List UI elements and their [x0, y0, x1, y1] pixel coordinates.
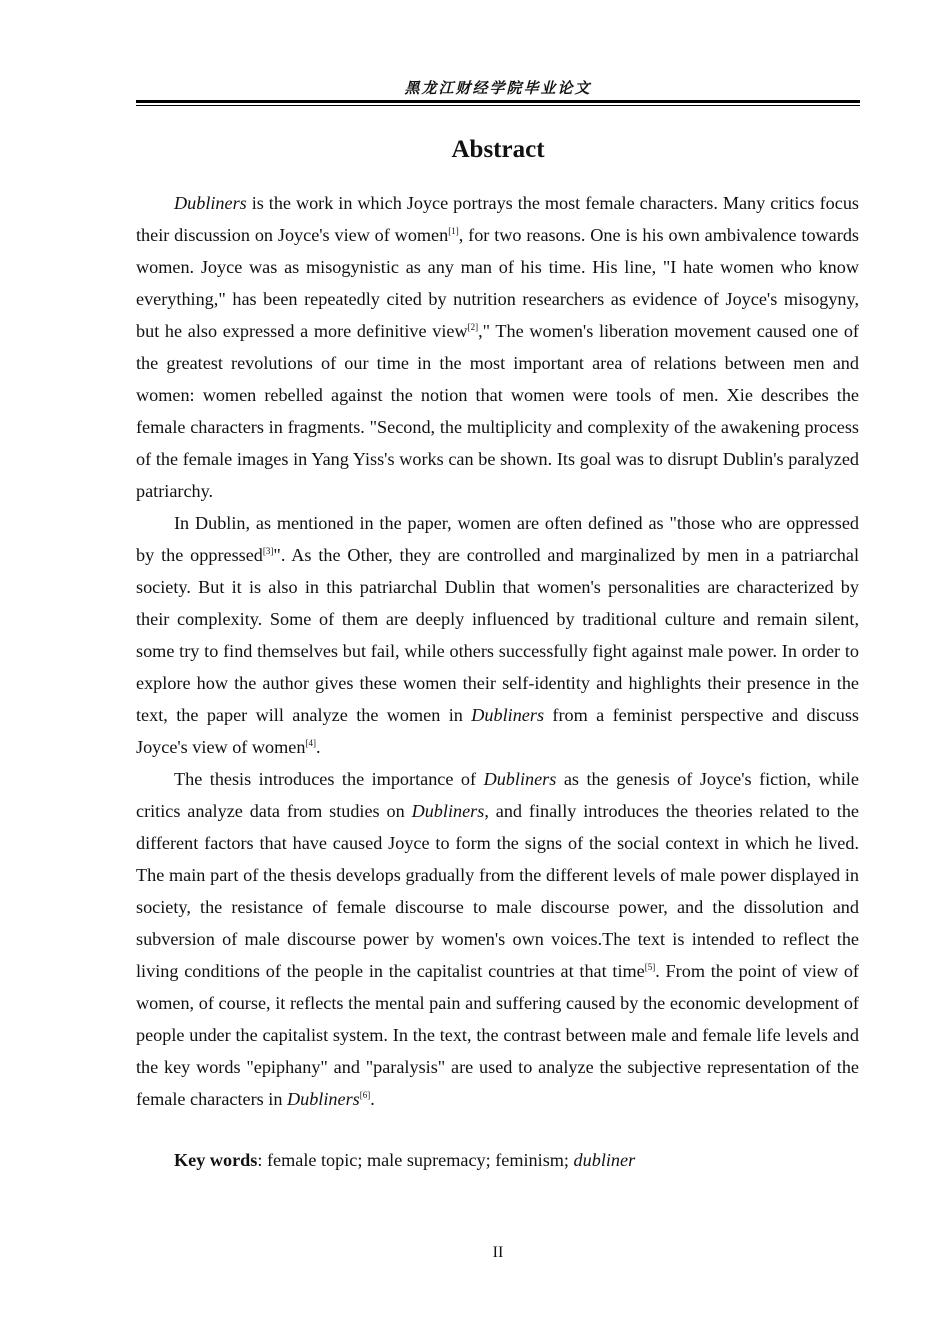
italic-title: Dubliners: [286, 1089, 360, 1109]
text-run: , for two reasons. One is his own ambivalence towards women. Joyce was as misogynistic as any man of his time. His line, "I hate women who know everything," has been repeatedly cited by nutrition researchers as evidence of Joyce's misogyny, but he also expressed a more definitive view: [136, 225, 859, 341]
text-run: In Dublin, as mentioned in the paper, women are often defined as "those who are oppressed by the oppressed: [136, 513, 859, 565]
keywords-label: Key words: [174, 1150, 258, 1170]
paragraph-1: [136, 187, 859, 507]
text-run: ". As the Other, they are controlled and marginalized by men in a patriarchal society. But it is also in this patriarchal Dublin that women's personalities are characterized by their complexity. Some of them are deeply influenced by traditional culture and remain silent, some try to find themselves but fail, while others successfully fight against male power. In order to explore how the author gives these women their self-identity and highlights their presence in the text, the paper will analyze the women in: [136, 545, 860, 725]
citation-6: [6]: [359, 1090, 371, 1100]
italic-title: Dubliners: [483, 769, 557, 789]
text-run: , and finally introduces the theories related to the different factors that have caused Joyce to form the signs of the social context in which he lived. The main part of the thesis develops gradually from the different levels of male power displayed in society, the resistance of female discourse to male discourse power, and the dissolution and subversion of male discourse power by women's own voices.The text is intended to reflect the living conditions of the people in the capitalist countries at that time: [136, 801, 859, 981]
citation-1: [1]: [448, 226, 459, 236]
text-run: The thesis introduces the importance of: [174, 769, 484, 789]
citation-5: [5]: [644, 962, 656, 972]
italic-title: Dubliners: [174, 193, 247, 213]
citation-2: [2]: [467, 322, 479, 332]
keywords-italic: dubliner: [573, 1150, 636, 1170]
keywords-separator: :: [257, 1150, 267, 1170]
text-run: .: [370, 1089, 375, 1109]
text-run: .: [315, 737, 321, 757]
citation-3: [3]: [262, 546, 274, 556]
citation-4: [4]: [305, 738, 316, 748]
italic-title: Dubliners: [471, 705, 545, 725]
keywords-text: female topic; male supremacy; feminism;: [266, 1150, 574, 1170]
text-run: ," The women's liberation movement caused one of the greatest revolutions of our time in the most important area of relations between men and women: women rebelled against the notion that women were tools of men. Xie describes the female characters in fragments. "Second, the multiplicity and complexity of the awakening process of the female images in Yang Yiss's works can be shown. Its goal was to disrupt Dublin's paralyzed patriarchy.: [136, 321, 859, 501]
header-rule-thin: [136, 105, 860, 106]
page-header: 黑龙江财经学院毕业论文: [404, 79, 592, 97]
text-run: . From the point of view of women, of course, it reflects the mental pain and suffering caused by the economic development of people under the capitalist system. In the text, the contrast between male and female life levels and the key words "epiphany" and "paralysis" are used to analyze the subjective representation of the female characters in: [136, 961, 859, 1109]
text-run: from a feminist perspective and discuss Joyce's view of women: [136, 705, 859, 757]
paragraph-3: [136, 763, 859, 1115]
paragraph-2: [136, 507, 859, 763]
keywords-line: [174, 1144, 864, 1176]
abstract-body: [136, 187, 859, 1115]
abstract-title: Abstract: [451, 136, 545, 163]
text-run: as the genesis of Joyce's fiction, while critics analyze data from studies on: [136, 769, 859, 821]
header-rule-thick: [136, 100, 860, 103]
italic-title: Dubliners: [411, 801, 485, 821]
page-number: II: [492, 1244, 504, 1261]
text-run: is the work in which Joyce portrays the most female characters. Many critics focus their discussion on Joyce's view of women: [136, 193, 859, 245]
